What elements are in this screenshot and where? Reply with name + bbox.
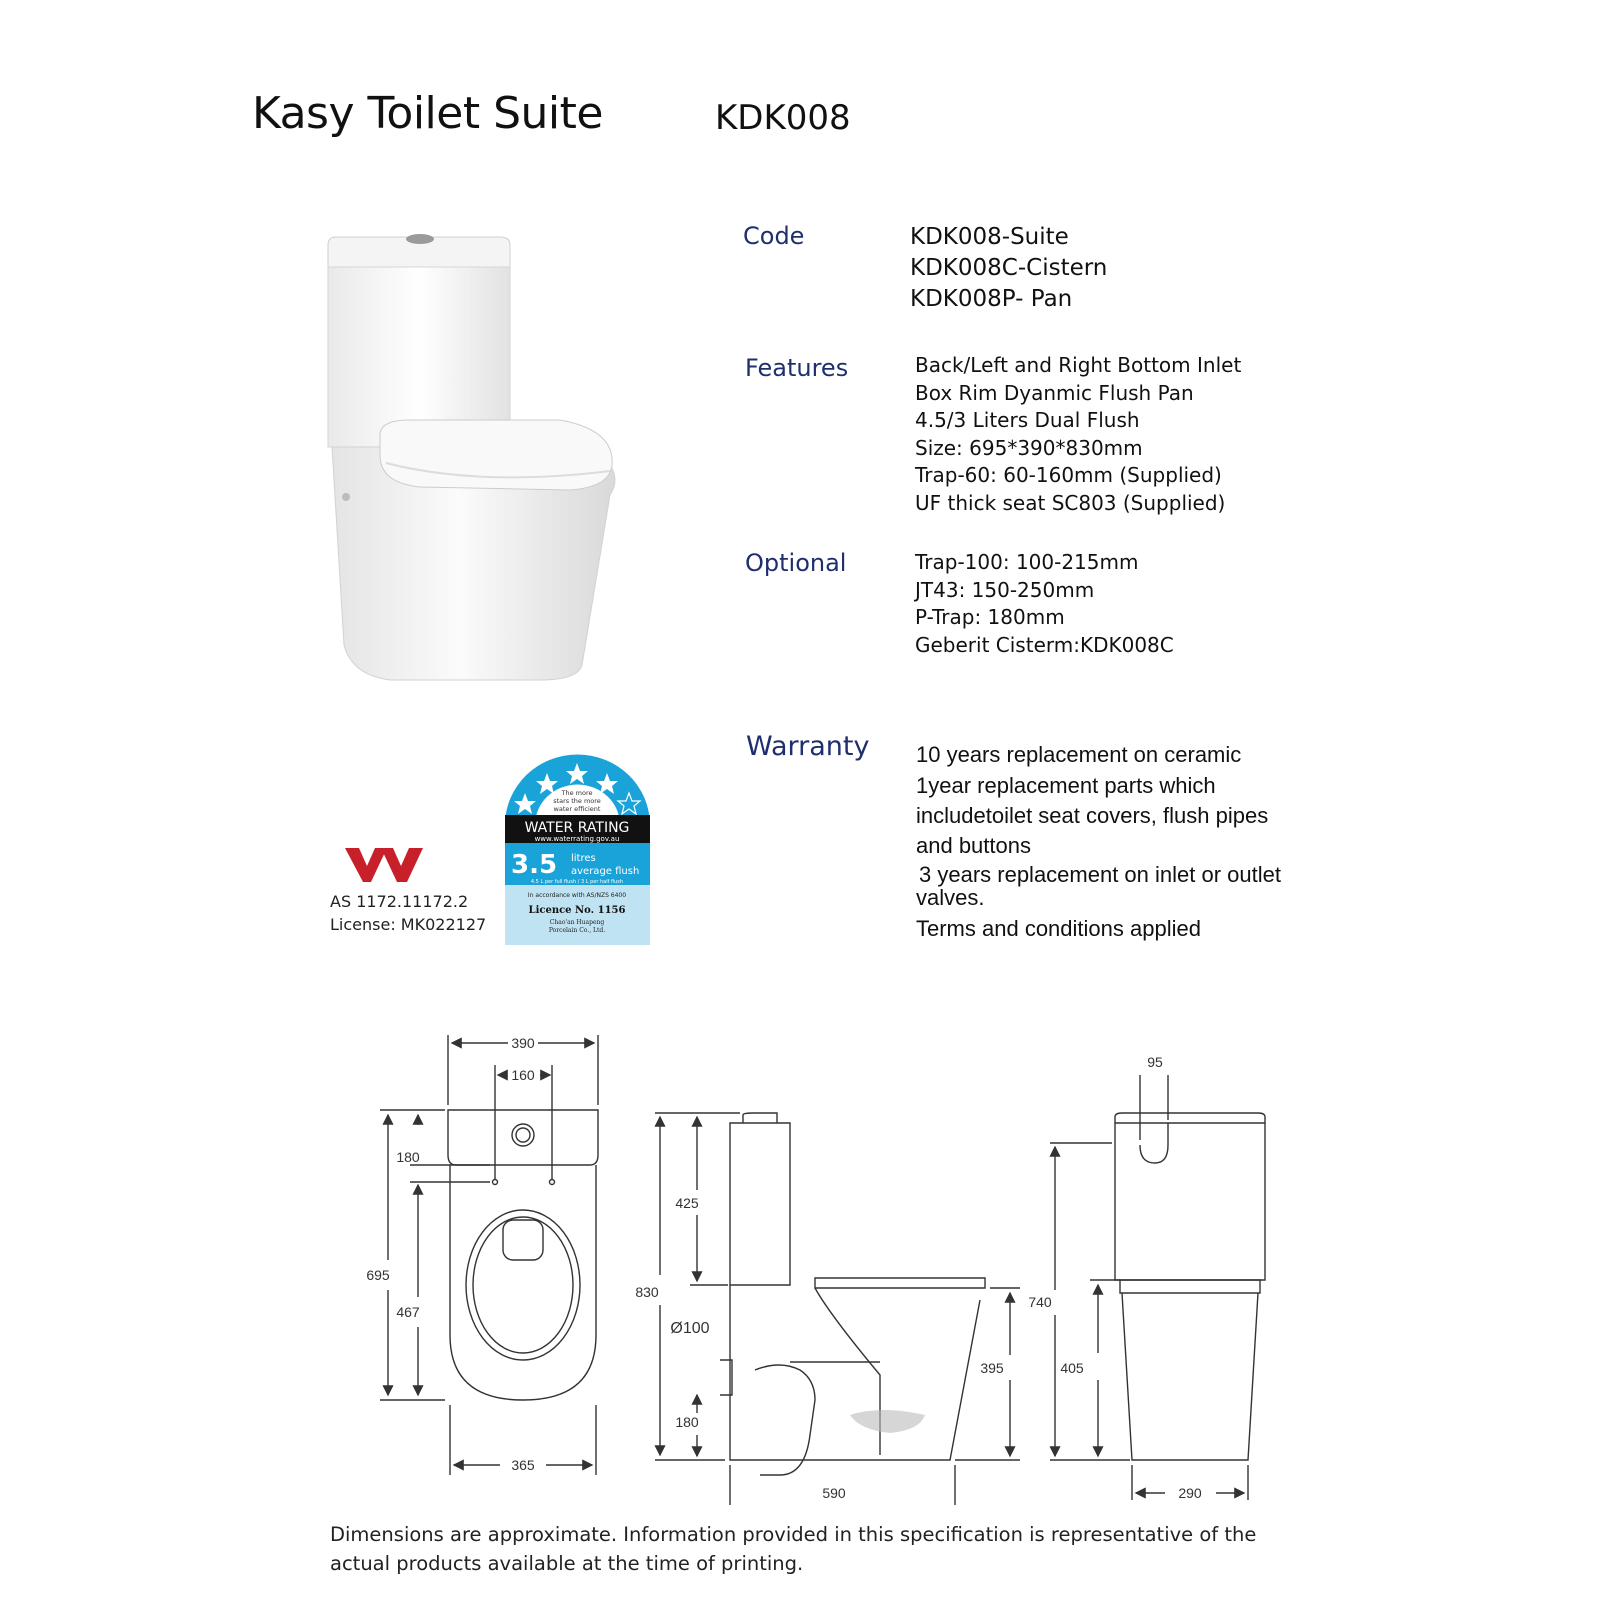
optional-item: JT43: 150-250mm	[915, 577, 1095, 602]
badge-url: www.waterrating.gov.au	[534, 835, 620, 843]
code-item: KDK008P- Pan	[910, 286, 1073, 312]
dim-label: 695	[366, 1267, 390, 1283]
watermark-logo-icon	[345, 848, 425, 884]
warranty-item: 1year replacement parts which	[916, 773, 1216, 798]
top-view-drawing	[380, 1035, 598, 1475]
warranty-item: 3 years replacement on inlet or outlet	[919, 862, 1281, 887]
dim-label: 365	[511, 1457, 535, 1473]
dim-label: 160	[511, 1067, 535, 1083]
dim-label: 180	[396, 1149, 420, 1165]
badge-unit: litres	[571, 853, 596, 864]
feature-item: UF thick seat SC803 (Supplied)	[915, 490, 1226, 515]
optional-item: Trap-100: 100-215mm	[915, 550, 1139, 574]
footer-line: Dimensions are approximate. Information provided in this specification is representative of the	[330, 1523, 1257, 1546]
badge-licence: Licence No. 1156	[528, 905, 626, 916]
dim-label: 590	[822, 1485, 846, 1501]
certification-text	[330, 890, 486, 936]
dim-label: 405	[1060, 1360, 1084, 1376]
technical-drawings	[360, 1035, 1280, 1501]
dim-label: Ø100	[670, 1320, 710, 1337]
warranty-item: Terms and conditions applied	[916, 916, 1201, 941]
optional-item: Geberit Cisterm:KDK008C	[915, 632, 1174, 657]
badge-detail: 4.5 L per full flush / 3 L per half flush	[530, 879, 624, 885]
badge-unit: average flush	[571, 866, 640, 877]
badge-standard: In accordance with AS/NZS 6400	[527, 892, 627, 899]
code-label: Code	[743, 222, 805, 250]
dim-label: 390	[511, 1035, 535, 1051]
model-number: KDK008	[715, 98, 851, 138]
page-title: Kasy Toilet Suite	[252, 88, 603, 139]
dim-label: 180	[675, 1414, 699, 1430]
dim-label: 425	[675, 1195, 699, 1211]
feature-item: 4.5/3 Liters Dual Flush	[915, 408, 1140, 432]
water-rating-badge	[505, 755, 650, 945]
badge-company: Chao'an Huapeng	[549, 919, 605, 926]
dim-label: 740	[1028, 1294, 1052, 1310]
features-label: Features	[745, 354, 849, 382]
dim-label: 290	[1178, 1485, 1202, 1501]
code-item: KDK008-Suite	[910, 224, 1069, 250]
warranty-item: valves.	[916, 885, 985, 910]
badge-company: Porcelain Co., Ltd.	[548, 927, 606, 934]
footer-line: actual products available at the time of printing.	[330, 1552, 804, 1575]
feature-item: Trap-60: 60-160mm (Supplied)	[915, 463, 1222, 487]
side-view-drawing	[655, 1113, 1020, 1505]
code-item: KDK008C-Cistern	[910, 255, 1108, 281]
warranty-item: 10 years replacement on ceramic	[916, 742, 1242, 767]
certification-standard: AS 1172.11172.2	[330, 892, 469, 911]
badge-caption: The more	[561, 789, 593, 797]
toilet-product-image	[320, 225, 630, 700]
back-view-drawing	[1050, 1075, 1265, 1500]
dim-label: 95	[1147, 1054, 1163, 1070]
warranty-label: Warranty	[746, 731, 870, 762]
disclaimer-footer	[330, 1520, 1290, 1578]
badge-title: WATER RATING	[524, 820, 630, 836]
optional-label: Optional	[745, 549, 847, 577]
certification-license: License: MK022127	[330, 915, 487, 934]
dim-label: 830	[635, 1284, 659, 1300]
feature-item: Size: 695*390*830mm	[915, 435, 1143, 460]
feature-item: Box Rim Dyanmic Flush Pan	[915, 380, 1194, 405]
dim-label: 467	[396, 1304, 420, 1320]
warranty-item: includetoilet seat covers, flush pipes	[916, 803, 1269, 828]
feature-item: Back/Left and Right Bottom Inlet	[915, 353, 1242, 377]
badge-caption: water efficient	[553, 805, 601, 813]
warranty-item: and buttons	[916, 833, 1031, 858]
optional-item: P-Trap: 180mm	[915, 605, 1065, 629]
badge-value: 3.5	[511, 850, 558, 880]
dim-label: 395	[980, 1360, 1004, 1376]
badge-caption: stars the more	[553, 797, 601, 805]
